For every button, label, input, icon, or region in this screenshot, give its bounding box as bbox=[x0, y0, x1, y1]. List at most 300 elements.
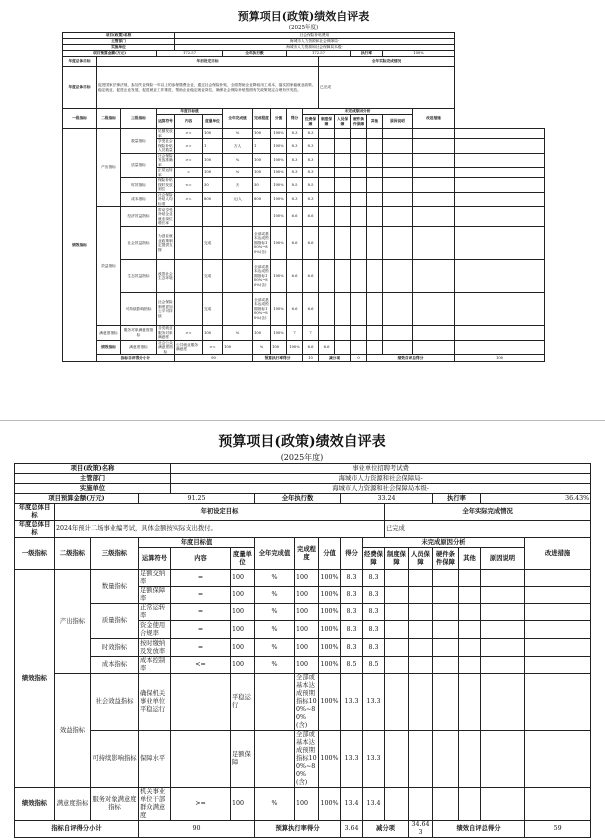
cell-empty bbox=[413, 192, 455, 207]
cell-empty bbox=[319, 326, 335, 341]
cell-empty bbox=[383, 340, 413, 355]
cell-empty bbox=[433, 657, 459, 674]
cell-empty bbox=[383, 178, 413, 193]
budget-score: 3.64 bbox=[341, 821, 363, 838]
cell-empty bbox=[367, 326, 383, 341]
cell-unit: % bbox=[255, 621, 295, 639]
exec-count-label: 全年执行数 bbox=[223, 51, 287, 57]
cell-done: 100 bbox=[295, 604, 319, 621]
cell-content: 100 bbox=[231, 570, 255, 587]
dept-label: 主管部门 bbox=[15, 474, 171, 484]
cell-get: 8.3 bbox=[363, 621, 385, 639]
cell-empty bbox=[171, 674, 231, 731]
cell-get: 8.3 bbox=[363, 587, 385, 604]
cell-score: 8.3 bbox=[341, 587, 363, 604]
cell-op: = bbox=[171, 621, 231, 639]
h-fix: 改进措施 bbox=[525, 538, 591, 570]
cell-empty bbox=[175, 207, 203, 227]
cell-empty bbox=[223, 227, 253, 260]
table-row-l3: 机关事业单位干部群众满意度 bbox=[139, 788, 171, 821]
table-row-l3: 社会保险制度更加公平可持续 bbox=[157, 293, 175, 326]
unit: 海城市人力资源和社会保障局本级- bbox=[175, 45, 455, 51]
cell-unit: % bbox=[255, 587, 295, 604]
cell-empty bbox=[335, 139, 351, 154]
overall-label-2: 年度总体目标 bbox=[63, 67, 97, 109]
total-label: 指标自评得分小计 bbox=[15, 821, 139, 838]
cell-empty bbox=[385, 788, 409, 821]
sheet-2 bbox=[14, 432, 590, 838]
cell-empty bbox=[367, 340, 383, 355]
cell-empty bbox=[433, 731, 459, 788]
cell-empty bbox=[409, 639, 433, 657]
h-get: 得分 bbox=[287, 109, 303, 129]
cell-empty bbox=[383, 139, 413, 154]
table-row-l3: 保障水平 bbox=[139, 731, 171, 788]
cell-op: = bbox=[171, 570, 231, 587]
sheet2-year: (2025年度) bbox=[280, 453, 324, 462]
cell-content bbox=[203, 207, 223, 227]
cell-empty bbox=[367, 129, 383, 139]
cell-empty bbox=[409, 621, 433, 639]
dept-label: 主管部门 bbox=[63, 39, 175, 45]
cell-unit: 元/人 bbox=[223, 192, 253, 207]
sub-time: 时效指标 bbox=[121, 178, 157, 193]
h-level3: 三级指标 bbox=[91, 538, 139, 570]
cell-deg: 100% bbox=[319, 657, 341, 674]
cell-get: 6.6 bbox=[303, 260, 319, 293]
cell-deg: 100% bbox=[319, 639, 341, 657]
cell-empty bbox=[383, 326, 413, 341]
cell-empty bbox=[319, 227, 335, 260]
cell-deg: 100% bbox=[271, 260, 287, 293]
cell-empty bbox=[367, 227, 383, 260]
cell-empty bbox=[175, 227, 203, 260]
cell-empty bbox=[459, 657, 481, 674]
sub-sat: 服务对象满意度指标 bbox=[91, 788, 139, 821]
cell-content: 足额保障 bbox=[231, 731, 255, 788]
cell-empty bbox=[459, 604, 481, 621]
table-row-l3: 为创业就业政策制定提供支撑 bbox=[157, 227, 175, 260]
cell-content: 100 bbox=[223, 340, 253, 355]
cell-score: 13.3 bbox=[341, 731, 363, 788]
cell-content: 100 bbox=[203, 153, 223, 168]
h-r1: 经费保障 bbox=[363, 548, 385, 570]
sheet1-title: 预算项目(政策)绩效自评表 bbox=[237, 10, 370, 23]
table-row-l3: 正常运转率 bbox=[139, 604, 171, 621]
cell-empty bbox=[383, 153, 413, 168]
cell-empty bbox=[525, 731, 591, 788]
cell-op: >= bbox=[171, 788, 231, 821]
cell-deg: 100% bbox=[271, 192, 287, 207]
exec-count: 33.24 bbox=[341, 494, 433, 504]
perf-label-2: 绩效指标 bbox=[15, 788, 55, 821]
cell-empty bbox=[223, 293, 253, 326]
cell-empty bbox=[335, 227, 351, 260]
cell-get: 8.3 bbox=[303, 153, 319, 168]
amount: 172.57 bbox=[157, 51, 223, 57]
cell-empty bbox=[459, 621, 481, 639]
cell-get: 8.5 bbox=[303, 178, 319, 193]
cell-empty bbox=[319, 192, 335, 207]
cell-empty bbox=[455, 168, 545, 178]
cell-empty bbox=[335, 326, 351, 341]
cell-empty bbox=[413, 178, 455, 193]
cell-content: 800 bbox=[203, 192, 223, 207]
cell-empty bbox=[351, 139, 367, 154]
cell-done: 100 bbox=[253, 153, 271, 168]
cell-done: 100 bbox=[295, 587, 319, 604]
cell-empty bbox=[459, 570, 481, 587]
cell-empty bbox=[383, 260, 413, 293]
cell-op: >= bbox=[175, 192, 203, 207]
cell-empty bbox=[455, 129, 545, 139]
cell-content: 100 bbox=[231, 657, 255, 674]
cell-unit: % bbox=[255, 604, 295, 621]
cat-benefit: 效益指标 bbox=[97, 207, 121, 326]
h-score: 分值 bbox=[319, 538, 341, 570]
cell-deg: 100% bbox=[319, 587, 341, 604]
cell-empty bbox=[413, 139, 455, 154]
h-r4: 硬件条件保障 bbox=[433, 548, 459, 570]
cell-empty bbox=[413, 227, 455, 260]
cell-done: 1 bbox=[253, 139, 271, 154]
h-done: 全年完成值 bbox=[255, 538, 295, 570]
cell-empty bbox=[459, 587, 481, 604]
perf-label: 绩效指标 bbox=[15, 570, 55, 788]
h-degree: 完成程度 bbox=[295, 538, 319, 570]
cell-empty bbox=[319, 293, 335, 326]
table-row-l3: 足额交纳率 bbox=[139, 570, 171, 587]
amount-label: 项目预算金额(万元) bbox=[63, 51, 157, 57]
table-row-l3: 社会保险发放准确率 bbox=[158, 153, 173, 167]
budget-score: 10 bbox=[303, 355, 319, 362]
overall-label: 年度总体目标 bbox=[15, 504, 55, 521]
cell-empty bbox=[351, 168, 367, 178]
cell-empty bbox=[409, 587, 433, 604]
cell-empty bbox=[525, 587, 591, 604]
cell-empty bbox=[525, 657, 591, 674]
h-unit: 度量单位 bbox=[203, 115, 223, 129]
cell-score: 8.3 bbox=[341, 570, 363, 587]
cat-output: 产出指标 bbox=[97, 129, 121, 207]
cell-empty bbox=[481, 621, 525, 639]
h-fix: 改进措施 bbox=[413, 109, 455, 129]
budget-score-label: 预算执行率得分 bbox=[253, 355, 303, 362]
cell-score: 6.6 bbox=[303, 340, 319, 355]
cell-empty bbox=[383, 129, 413, 139]
table-row-l3: 改善社会生态环境 bbox=[157, 260, 175, 293]
cell-empty bbox=[459, 731, 481, 788]
perf-label: 绩效指标 bbox=[63, 129, 97, 362]
sub-sust: 可持续影响指标 bbox=[121, 293, 157, 326]
cell-empty bbox=[335, 293, 351, 326]
cell-empty bbox=[351, 207, 367, 227]
final: 59 bbox=[525, 821, 591, 838]
cell-empty bbox=[367, 207, 383, 227]
unit-label: 实施单位 bbox=[15, 484, 171, 494]
initial-goal-label: 年初设定目标 bbox=[55, 504, 385, 521]
total: 90 bbox=[175, 355, 253, 362]
cell-empty bbox=[455, 139, 545, 154]
cell-done: 100 bbox=[295, 639, 319, 657]
cell-done: 100 bbox=[295, 788, 319, 821]
cell-done: 全部或基本达成预期指标100%~80%(含) bbox=[253, 293, 271, 326]
cell-score: 8.3 bbox=[341, 621, 363, 639]
actual-text: 已完成 bbox=[385, 521, 591, 538]
cell-empty bbox=[367, 178, 383, 193]
cell-empty bbox=[413, 153, 455, 168]
cell-done: 100 bbox=[295, 570, 319, 587]
sub-cost: 成本指标 bbox=[91, 657, 139, 674]
cell-done: 100 bbox=[253, 168, 271, 178]
sub-quality: 质量指标 bbox=[121, 153, 157, 178]
cell-empty bbox=[335, 207, 351, 227]
sub-sat: 服务对象满意度指标 bbox=[121, 326, 157, 341]
h-level1: 一级指标 bbox=[15, 538, 55, 570]
cell-empty bbox=[481, 788, 525, 821]
cell-empty bbox=[319, 129, 335, 139]
cell-unit: % bbox=[223, 326, 253, 341]
h-target: 年度目标值 bbox=[139, 538, 255, 548]
cell-empty bbox=[335, 153, 351, 168]
cell-deg: 100% bbox=[271, 139, 287, 154]
h-r5: 其他 bbox=[459, 548, 481, 570]
sub-sust: 可持续影响指标 bbox=[91, 731, 139, 788]
project-name: 事业单位招聘考试费 bbox=[171, 464, 591, 474]
cell-get: 7 bbox=[303, 326, 319, 341]
cell-empty bbox=[351, 178, 367, 193]
cell-op: = bbox=[175, 168, 203, 178]
page-divider bbox=[0, 420, 605, 421]
sub-cost: 成本指标 bbox=[121, 192, 157, 207]
table-row-l3: 确保机关事业单位平稳运行 bbox=[139, 674, 171, 731]
cell-empty bbox=[367, 139, 383, 154]
cell-empty bbox=[319, 260, 335, 293]
cell-op: >= bbox=[175, 326, 203, 341]
h-op: 运算符号 bbox=[157, 115, 175, 129]
cell-op: >= bbox=[175, 139, 203, 154]
cell-op: <= bbox=[171, 657, 231, 674]
cell-empty bbox=[413, 326, 455, 341]
cell-empty bbox=[409, 657, 433, 674]
cell-empty bbox=[459, 639, 481, 657]
cell-op: >= bbox=[203, 340, 223, 355]
cell-content: 100 bbox=[231, 621, 255, 639]
cell-content: 100 bbox=[231, 587, 255, 604]
cell-unit: % bbox=[255, 570, 295, 587]
cell-empty bbox=[335, 340, 351, 355]
cell-get: 6.6 bbox=[303, 207, 319, 227]
cell-empty bbox=[433, 674, 459, 731]
cell-empty bbox=[351, 340, 367, 355]
sub-social: 社会效益指标 bbox=[121, 227, 157, 260]
cell-empty bbox=[481, 639, 525, 657]
sheet1-table bbox=[62, 32, 545, 362]
cell-empty bbox=[385, 587, 409, 604]
actual-label: 全年实际完成情况 bbox=[319, 57, 455, 67]
cell-deg: 100% bbox=[271, 293, 287, 326]
table-row-l3: 按时缴纳及发放率 bbox=[139, 639, 171, 657]
cell-empty bbox=[433, 570, 459, 587]
h-r5: 其他 bbox=[367, 115, 383, 129]
cell-empty bbox=[409, 731, 433, 788]
cell-empty bbox=[175, 293, 203, 326]
h-reason: 未完成原因分析 bbox=[363, 538, 525, 548]
cell-empty bbox=[385, 639, 409, 657]
cell-empty bbox=[525, 674, 591, 731]
cell-empty bbox=[413, 260, 455, 293]
cell-score: 6.6 bbox=[287, 260, 303, 293]
cell-empty bbox=[175, 260, 203, 293]
cell-empty bbox=[385, 621, 409, 639]
cell-empty bbox=[319, 153, 335, 168]
cell-get: 6.6 bbox=[303, 227, 319, 260]
cell-empty bbox=[351, 227, 367, 260]
cell-empty bbox=[351, 192, 367, 207]
cell-content: 平稳运行 bbox=[231, 674, 255, 731]
cell-empty bbox=[335, 178, 351, 193]
cell-empty bbox=[455, 340, 545, 355]
cell-content: 30 bbox=[203, 178, 223, 193]
cell-unit: 天 bbox=[223, 178, 253, 193]
table-row-l3: 正常运转率 bbox=[158, 168, 173, 177]
cell-unit: % bbox=[255, 788, 295, 821]
sub-quality: 质量指标 bbox=[91, 604, 139, 639]
sub-qty: 数量指标 bbox=[91, 570, 139, 604]
cell-content: 100 bbox=[231, 639, 255, 657]
actual-label: 全年实际完成情况 bbox=[385, 504, 591, 521]
cell-deg: 100% bbox=[319, 788, 341, 821]
cat-satisfaction: 满意度指标 bbox=[97, 326, 121, 341]
final-label: 绩效自评总得分 bbox=[367, 355, 455, 362]
cell-empty bbox=[525, 570, 591, 587]
cell-content: 完成 bbox=[203, 293, 223, 326]
cell-empty bbox=[481, 570, 525, 587]
cell-deg: 100% bbox=[271, 227, 287, 260]
cat-benefit: 效益指标 bbox=[55, 674, 91, 788]
dept: 海城市人力资源和社会保障局- bbox=[175, 39, 455, 45]
project-name: 社会保险补贴费用 bbox=[175, 33, 455, 39]
final-label: 绩效自评总得分 bbox=[433, 821, 525, 838]
sub-econ: 经济效益指标 bbox=[121, 207, 157, 227]
h-get: 得分 bbox=[341, 538, 363, 570]
cell-empty bbox=[433, 604, 459, 621]
cell-empty bbox=[351, 153, 367, 168]
goal-text: 2024年预计二场事业编考试，具体金额按实际支出拨付。 bbox=[55, 521, 385, 538]
actual-text: 已完成 bbox=[319, 67, 455, 109]
cell-done: 100 bbox=[253, 326, 271, 341]
cell-deg: 100% bbox=[319, 604, 341, 621]
cell-score: 6.6 bbox=[287, 293, 303, 326]
cell-score: 8.3 bbox=[287, 129, 303, 139]
cell-op: >= bbox=[175, 129, 203, 139]
cell-empty bbox=[455, 153, 545, 168]
sub-qty: 数量指标 bbox=[121, 129, 157, 154]
cell-empty bbox=[525, 788, 591, 821]
cell-score: 8.3 bbox=[287, 168, 303, 178]
cell-unit: % bbox=[253, 340, 271, 355]
cell-done: 全部或基本达成预期指标100%~80%(含) bbox=[296, 731, 317, 786]
cell-empty bbox=[385, 731, 409, 788]
cell-op: >= bbox=[175, 153, 203, 168]
amount-label: 项目预算金额(万元) bbox=[15, 494, 139, 504]
deduct-label: 减分项 bbox=[363, 821, 409, 838]
cell-done: 100 bbox=[295, 621, 319, 639]
budget-score-label: 预算执行率得分 bbox=[255, 821, 341, 838]
cell-deg: 100% bbox=[319, 674, 341, 731]
cell-get: 8.3 bbox=[363, 570, 385, 587]
cell-empty bbox=[409, 674, 433, 731]
cell-empty bbox=[351, 129, 367, 139]
amount: 91.25 bbox=[139, 494, 255, 504]
cell-content: 100 bbox=[203, 168, 223, 178]
cell-empty bbox=[367, 192, 383, 207]
cell-empty bbox=[383, 293, 413, 326]
cell-done: 100 bbox=[271, 340, 287, 355]
sheet2-table bbox=[14, 463, 591, 838]
cell-content: 完成 bbox=[203, 260, 223, 293]
table-row-l3: 保险补贴按时发放到位 bbox=[158, 178, 173, 191]
cell-empty bbox=[351, 326, 367, 341]
table-row-l3: 成本控制率 bbox=[139, 657, 171, 674]
cell-empty bbox=[481, 657, 525, 674]
cell-empty bbox=[351, 293, 367, 326]
cell-empty bbox=[455, 192, 545, 207]
cell-done: 100 bbox=[253, 129, 271, 139]
h-content: 内容 bbox=[171, 548, 231, 570]
h-level2: 二级指标 bbox=[55, 538, 91, 570]
cell-empty bbox=[413, 340, 455, 355]
cell-deg: 100% bbox=[319, 570, 341, 587]
cell-score: 7 bbox=[287, 326, 303, 341]
table-row-l3: 公共就业服务满意度 bbox=[175, 340, 203, 355]
cell-get: 8.3 bbox=[363, 639, 385, 657]
project-name-label: 项目(政策)名称 bbox=[15, 464, 171, 474]
cell-empty bbox=[319, 168, 335, 178]
cell-empty bbox=[481, 731, 525, 788]
unit: 海城市人力资源和社会保障局本级- bbox=[171, 484, 591, 494]
cell-empty bbox=[413, 168, 455, 178]
cell-empty bbox=[481, 674, 525, 731]
h-level1: 一级指标 bbox=[63, 109, 97, 129]
cell-empty bbox=[367, 293, 383, 326]
sub-time: 时效指标 bbox=[91, 639, 139, 657]
sub-social: 社会效益指标 bbox=[91, 674, 139, 731]
final: 100 bbox=[455, 355, 545, 362]
overall-label: 年度总体目标 bbox=[63, 57, 97, 67]
cell-empty bbox=[385, 604, 409, 621]
cell-empty bbox=[455, 227, 545, 260]
cell-unit: % bbox=[223, 129, 253, 139]
table-row-l3: 各类就业服务对象满意度 bbox=[158, 326, 173, 339]
cell-done: 30 bbox=[253, 178, 271, 193]
cell-empty bbox=[367, 153, 383, 168]
cell-score: 8.5 bbox=[341, 657, 363, 674]
cell-get: 8.3 bbox=[303, 129, 319, 139]
table-row-l3: 足额发放率 bbox=[158, 129, 173, 138]
h-r3: 人员保障 bbox=[409, 548, 433, 570]
deduct: 0 bbox=[351, 355, 367, 362]
h-r6: 原因说明 bbox=[481, 548, 525, 570]
cell-score: 8.3 bbox=[341, 639, 363, 657]
cell-deg: 100% bbox=[271, 326, 287, 341]
cell-done: 全部或基本达成预期指标100%~80%(含) bbox=[253, 227, 271, 260]
cell-get: 8.3 bbox=[303, 139, 319, 154]
overall-label-2: 年度总体目标 bbox=[15, 521, 55, 538]
cell-empty bbox=[223, 207, 253, 227]
cell-deg: 100% bbox=[271, 153, 287, 168]
cell-empty bbox=[319, 178, 335, 193]
